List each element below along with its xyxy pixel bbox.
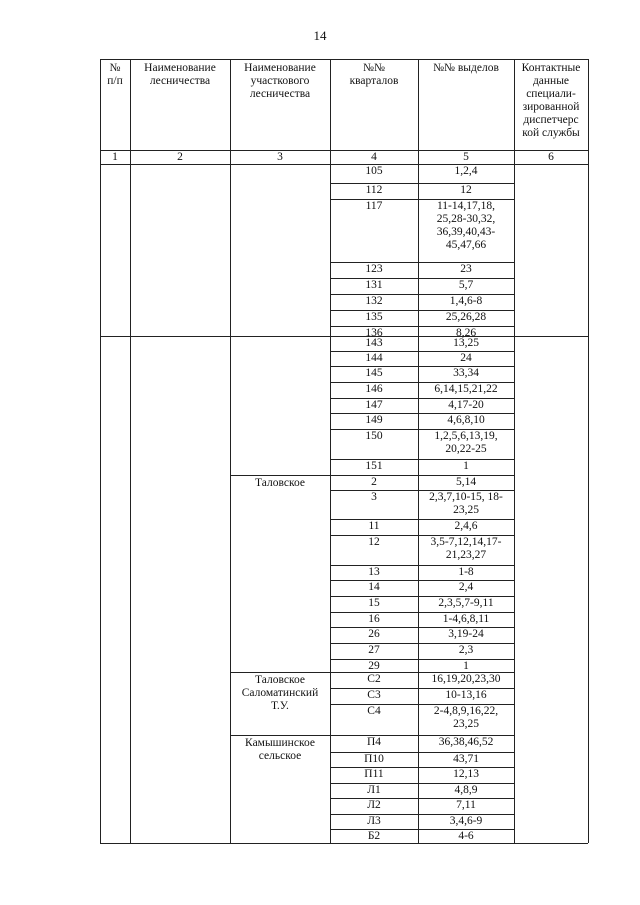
column-border [100,59,101,164]
vydel-cell: 4,8,9 [454,784,478,796]
column-border [130,164,131,843]
vydel-cell: 13,25 [453,337,479,349]
column-border [100,164,101,843]
column-border [418,59,419,164]
district-border [230,475,330,476]
vydel-cell: 12,13 [453,768,479,780]
vydel-cell: 2,3 [458,644,474,656]
kvartal-cell: 150 [365,430,383,442]
page-number: 14 [313,28,327,43]
district-border [230,735,330,736]
kvartal-cell: 135 [365,311,383,323]
kvartal-cell: Л2 [367,799,381,811]
vydel-cell: 12 [460,184,472,196]
column-number-1: 1 [112,151,118,163]
kvartal-cell: 123 [365,263,383,275]
vydel-cell: 43,71 [453,753,479,765]
vydel-cell: 11-14,17,18, 25,28-30,32, 36,39,40,43- 45,47,66 [436,200,496,251]
kvartal-cell: 15 [368,597,380,609]
header-cell-5: №№ выделов [433,62,499,74]
vydel-cell: 5,14 [455,476,477,488]
vydel-cell: 25,26,28 [445,311,487,323]
kvartal-cell: 13 [368,566,380,578]
column-number-2: 2 [177,151,183,163]
kvartal-cell: П11 [364,768,384,780]
kvartal-cell: Л3 [367,815,381,827]
kvartal-cell: 151 [365,460,383,472]
column-border [588,59,589,164]
vydel-cell: 2,3,7,10-15, 18- 23,25 [429,491,503,516]
column-border [230,59,231,164]
kvartal-cell: С2 [367,673,381,685]
vydel-cell: 2,4 [458,581,474,593]
header-cell-1: № п/п [107,62,123,87]
kvartal-cell: 3 [371,491,377,503]
vydel-cell: 3,19-24 [448,628,484,640]
kvartal-cell: П10 [364,753,384,765]
kvartal-cell: Л1 [367,784,381,796]
kvartal-cell: 145 [365,367,383,379]
kvartal-cell: 11 [368,520,380,532]
vydel-cell: 2,3,5,7-9,11 [438,597,494,609]
vydel-cell: 1 [463,660,469,672]
district-border [230,672,330,673]
vydel-cell: 1-8 [458,566,474,578]
kvartal-cell: 12 [368,536,380,548]
column-border [588,164,589,843]
vydel-cell: 6,14,15,21,22 [434,383,498,395]
vydel-cell: 1,2,5,6,13,19, 20,22-25 [434,430,498,455]
column-number-6: 6 [548,151,554,163]
vydel-cell: 4-6 [458,830,474,842]
kvartal-cell: 149 [365,414,383,426]
column-number-3: 3 [277,151,283,163]
kvartal-cell: 147 [365,399,383,411]
kvartal-cell: 143 [365,337,383,349]
kvartal-cell: 132 [365,295,383,307]
kvartal-cell: Б2 [367,830,381,842]
column-number-5: 5 [463,151,469,163]
table-bottom-border [100,843,588,844]
kvartal-cell: 146 [365,383,383,395]
kvartal-cell: 16 [368,613,380,625]
vydel-cell: 1 [463,460,469,472]
district-label: Таловское [255,477,305,489]
kvartal-cell: 131 [365,279,383,291]
vydel-cell: 4,6,8,10 [447,414,485,426]
kvartal-cell: 144 [365,352,383,364]
column-border [418,164,419,843]
kvartal-cell: 14 [368,581,380,593]
district-label: Камышинское сельское [245,737,315,762]
kvartal-cell: П4 [366,736,382,748]
kvartal-cell: 105 [365,165,383,177]
vydel-cell: 4,17-20 [448,399,484,411]
column-number-4: 4 [371,151,377,163]
vydel-cell: 1,2,4 [454,165,478,177]
header-cell-2: Наименование лесничества [144,62,216,87]
kvartal-cell: С4 [367,705,381,717]
kvartal-cell: С3 [367,689,381,701]
vydel-cell: 3,5-7,12,14,17- 21,23,27 [430,536,502,561]
header-cell-3: Наименование участкового лесничества [244,62,316,100]
vydel-cell: 1,4,6-8 [449,295,483,307]
column-border [230,164,231,843]
district-label: Таловское Саломатинский Т.У. [241,674,319,712]
vydel-cell: 16,19,20,23,30 [431,673,501,685]
vydel-cell: 10-13,16 [445,689,487,701]
kvartal-cell: 117 [365,200,383,212]
vydel-cell: 24 [460,352,472,364]
vydel-cell: 36,38,46,52 [438,736,494,748]
vydel-cell: 7,11 [456,799,476,811]
kvartal-cell: 29 [368,660,380,672]
vydel-cell: 1-4,6,8,11 [442,613,490,625]
kvartal-cell: 2 [371,476,377,488]
vydel-cell: 33,34 [453,367,479,379]
column-border [130,59,131,164]
header-cell-6: Контактные данные специали- зированной диспетчерс кой службы [521,62,581,139]
vydel-cell: 5,7 [458,279,474,291]
kvartal-cell: 112 [365,184,383,196]
vydel-cell: 2-4,8,9,16,22, 23,25 [433,705,499,730]
header-cell-4: №№ кварталов [349,62,399,87]
column-border [330,59,331,164]
vydel-cell: 3,4,6-9 [449,815,483,827]
kvartal-cell: 27 [368,644,380,656]
column-border [514,59,515,164]
kvartal-cell: 136 [365,327,383,339]
column-border [514,164,515,843]
vydel-cell: 23 [460,263,472,275]
vydel-cell: 2,4,6 [454,520,478,532]
vydel-cell: 8,26 [455,327,477,339]
kvartal-cell: 26 [368,628,380,640]
